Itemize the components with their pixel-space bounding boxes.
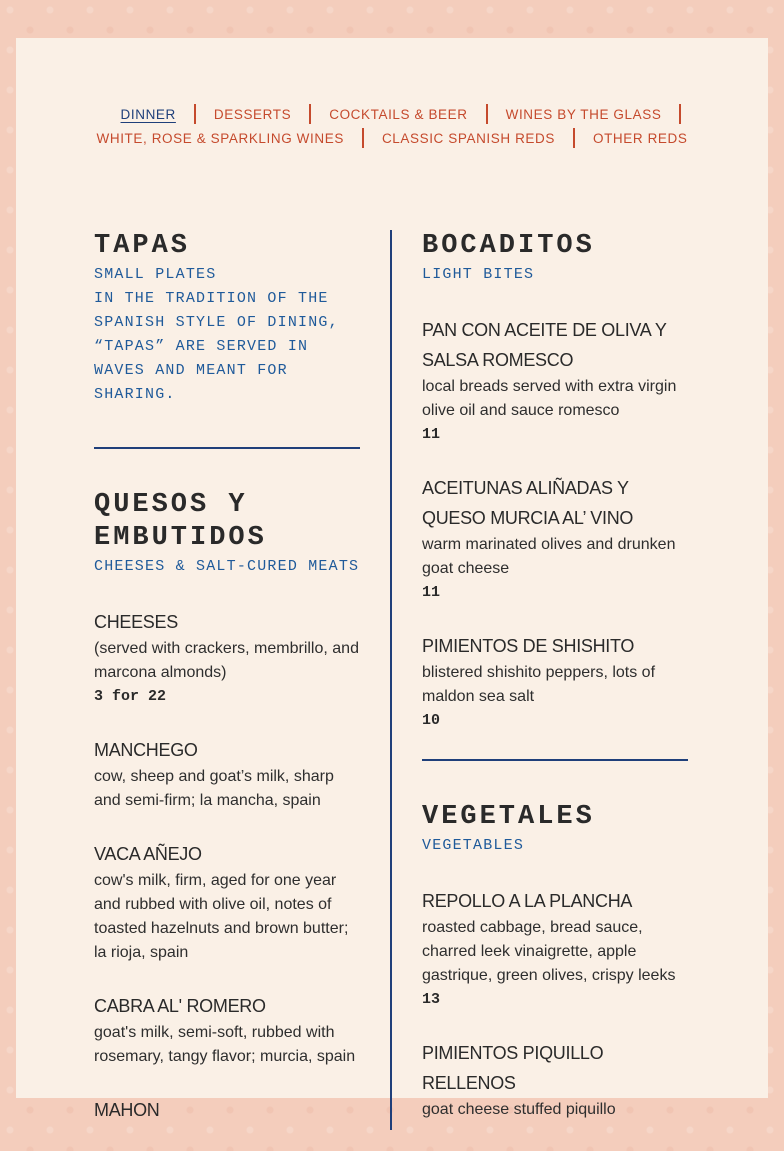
menu-item [422,1038,688,1122]
item-name: PAN CON ACEITE DE OLIVA Y SALSA ROMESCO [422,320,667,370]
section-title: VEGETALES [422,802,595,832]
section-rule [94,447,360,449]
section-subtitle: CHEESES & SALT-CURED MEATS [94,558,360,575]
item-price: 3 for 22 [94,688,167,705]
section-quesos-y-embutidos [94,489,360,1125]
item-price: 13 [422,991,441,1008]
item-name: VACA AÑEJO [94,844,202,864]
section-subtitle: SMALL PLATES [94,266,217,283]
nav-separator [679,104,681,124]
nav-link-dinner[interactable]: DINNER [120,106,176,122]
item-description: (served with crackers, membrillo, and marcona almonds) [94,640,359,681]
item-name: ACEITUNAS ALIÑADAS Y QUESO MURCIA AL’ VINO [422,478,634,528]
nav-link-white-rose-sparkling[interactable]: WHITE, ROSE & SPARKLING WINES [96,130,344,146]
item-description: local breads served with extra virgin olive oil and sauce romesco [422,378,677,419]
menu-item [94,607,360,709]
item-name: PIMIENTOS PIQUILLO RELLENOS [422,1043,604,1093]
item-price: 10 [422,712,441,729]
section-subtitle: VEGETABLES [422,837,525,854]
section-tapas [94,230,360,407]
section-title: TAPAS [94,231,191,261]
menu-item [422,315,688,447]
column-divider [390,230,392,1130]
menu-nav [16,102,768,150]
nav-link-cocktails-beer[interactable]: COCKTAILS & BEER [329,106,468,122]
menu-card [16,38,768,1120]
section-bocaditos [422,230,688,733]
menu-item [422,473,688,605]
nav-link-wines-by-the-glass[interactable]: WINES BY THE GLASS [505,106,662,122]
item-price: 11 [422,584,441,601]
menu-item [94,839,360,965]
section-note: IN THE TRADITION OF THE SPANISH STYLE OF DINING, “TAPAS” ARE SERVED IN WAVES AND MEANT FOR SHARING. [94,290,339,403]
left-column [94,230,360,1151]
section-rule [422,759,688,761]
item-name: MAHON [94,1100,160,1120]
item-description: roasted cabbage, bread sauce, charred leek vinaigrette, apple gastrique, green olives, crispy leeks [422,919,676,984]
section-vegetales [422,801,688,1122]
item-name: MANCHEGO [94,740,198,760]
item-description: goat cheese stuffed piquillo [422,1101,616,1118]
item-description: cow, sheep and goat’s milk, sharp and semi-firm; la mancha, spain [94,768,334,809]
menu-item [422,886,688,1012]
item-description: goat's milk, semi-soft, rubbed with rosemary, tangy flavor; murcia, spain [94,1024,356,1065]
item-description: blistered shishito peppers, lots of maldon sea salt [422,664,656,705]
section-subtitle: LIGHT BITES [422,266,535,283]
item-description: cow's milk, firm, aged for one year and rubbed with olive oil, notes of toasted hazelnuts and brown butter; la rioja, spain [94,872,349,961]
nav-link-classic-spanish-reds[interactable]: CLASSIC SPANISH REDS [381,130,555,146]
menu-item [422,631,688,733]
item-name: CHEESES [94,612,178,632]
section-title: BOCADITOS [422,231,595,261]
menu-item [94,1095,360,1125]
nav-link-desserts[interactable]: DESSERTS [213,106,292,122]
item-name: PIMIENTOS DE SHISHITO [422,636,635,656]
menu-item [94,991,360,1069]
section-title: QUESOS Y EMBUTIDOS [94,490,267,553]
item-description: warm marinated olives and drunken goat cheese [422,536,676,577]
menu-nav-row-2 [16,126,768,150]
item-name: REPOLLO A LA PLANCHA [422,891,633,911]
nav-link-other-reds[interactable]: OTHER REDS [592,130,688,146]
item-price: 11 [422,426,441,443]
item-name: CABRA AL' ROMERO [94,996,266,1016]
menu-nav-row-1 [16,102,768,126]
right-column [422,230,688,1148]
menu-item [94,735,360,813]
